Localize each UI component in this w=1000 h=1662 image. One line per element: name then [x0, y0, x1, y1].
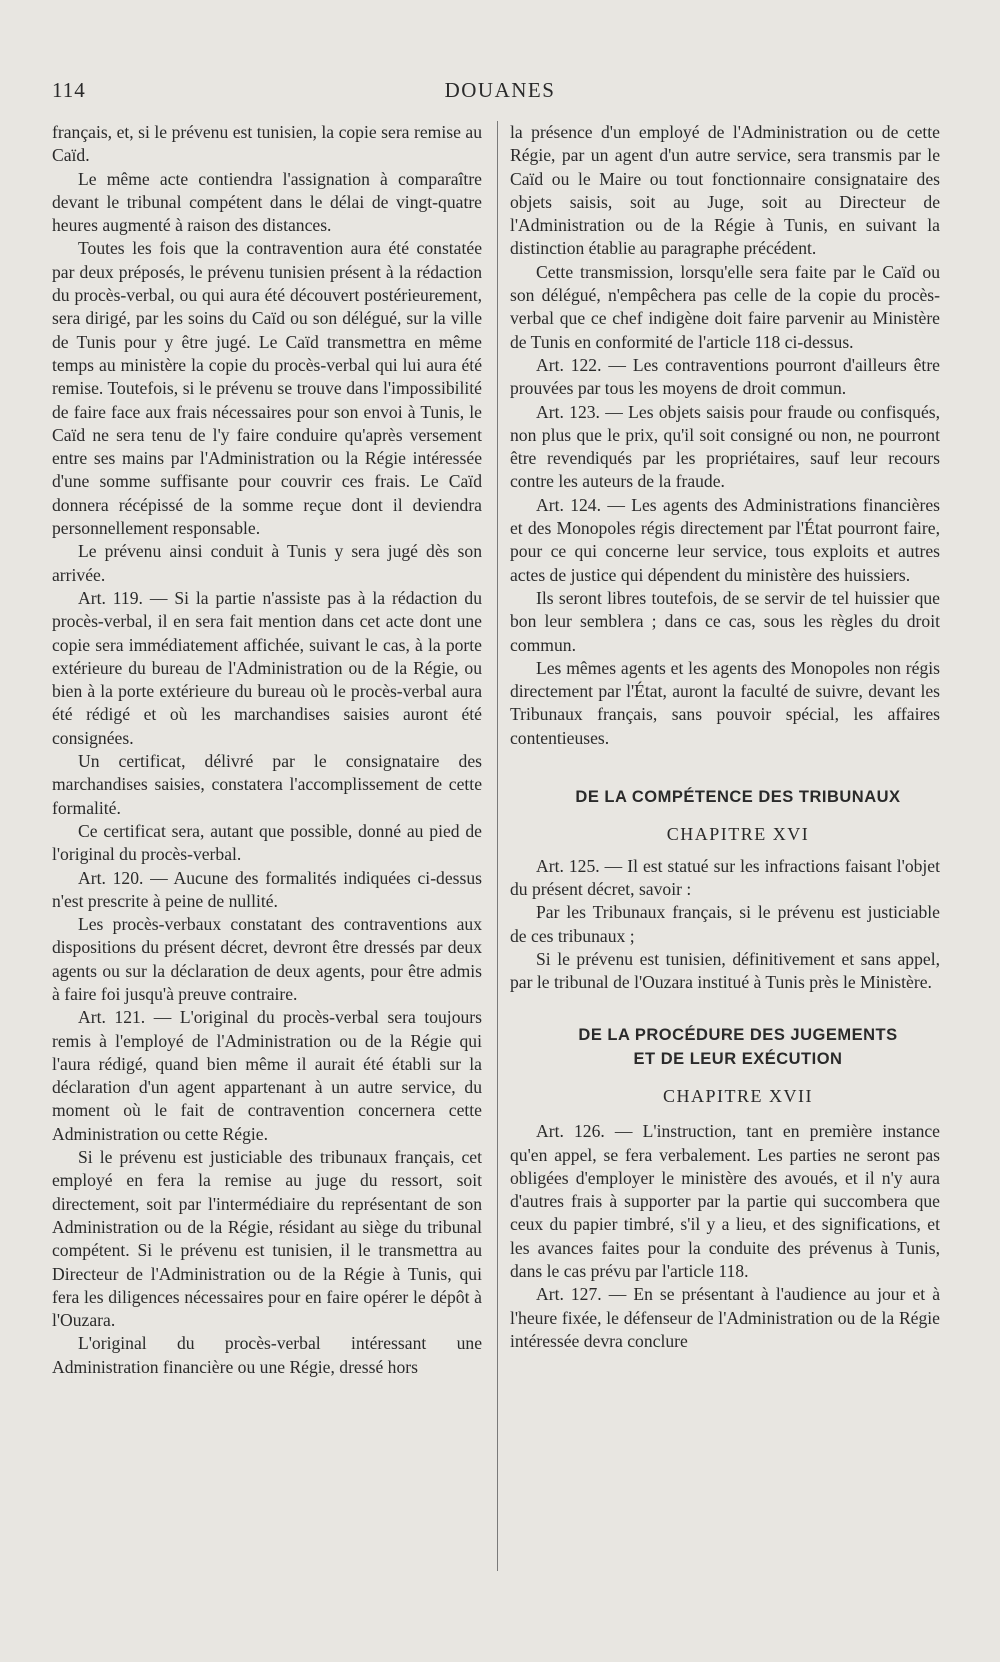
paragraph: Les mêmes agents et les agents des Monopoles non régis directement par l'État, auront la faculté de suivre, devant les Tribunaux français, sans pouvoir spécial, les affaires contentieuses. [510, 657, 940, 748]
column-divider [497, 121, 498, 1571]
paragraph: Le prévenu ainsi conduit à Tunis y sera jugé dès son arrivée. [52, 541, 482, 585]
paragraph: Si le prévenu est tunisien, définitivement et sans appel, par le tribunal de l'Ouzara institué à Tunis près le Ministère. [510, 948, 940, 993]
article-123: Art. 123. — Les objets saisis pour fraude ou confisqués, non plus que le prix, qu'il soit consigné ou non, ne pourront être revendiqués par les propriétaires, sauf leur recours contre les auteurs de la fraude. [510, 401, 940, 492]
article-126: Art. 126. — L'instruction, tant en première instance qu'en appel, se fera verbalement. Les parties ne seront pas obligées d'employer le ministère des avoués, et il n'y aura d'autres frais à supporter par la partie qui succombera que ceux du papier timbré, s'il y a lieu, et des significations, et les avances faites pour la conduite des prévenus à Tunis, dans le cas prévu par l'article 118. [510, 1121, 940, 1282]
left-column [52, 121, 482, 1379]
paragraph: Par les Tribunaux français, si le prévenu est justiciable de ces tribunaux ; [510, 902, 940, 946]
chapter-heading: CHAPITRE XVII [663, 1085, 813, 1106]
paragraph: Les procès-verbaux constatant des contraventions aux dispositions du présent décret, devront être dressés par deux agents ou sur la déclaration de deux agents, pour être admis à faire foi jusqu'à preuve contraire. [52, 914, 482, 1004]
paragraph: Cette transmission, lorsqu'elle sera faite par le Caïd ou son délégué, n'empêchera pas celle de la copie du procès-verbal que ce chef indigène doit faire parvenir au Ministère de Tunis en conformité de l'article 118 ci-dessus. [510, 261, 940, 352]
paragraph: Le même acte contiendra l'assignation à comparaître devant le tribunal compétent dans le délai de vingt-quatre heures augmenté à raison des distances. [52, 168, 482, 236]
paragraph: Si le prévenu est justiciable des tribunaux français, cet employé en fera la remise au juge du ressort, soit directement, soit par l'intermédiaire du représentant de son Administration ou de la Régie, résidant au siège du tribunal compétent. Si le prévenu est tunisien, il le transmettra au Directeur de l'Administration ou de la Régie à Tunis, qui fera les diligences nécessaires pour en faire opérer le dépôt à l'Ouzara. [52, 1147, 482, 1331]
page-number: 114 [52, 78, 86, 102]
article-122: Art. 122. — Les contraventions pourront d'ailleurs être prouvées par tous les moyens de droit commun. [510, 354, 940, 399]
right-column [510, 121, 940, 1353]
article-120: Art. 120. — Aucune des formalités indiquées ci-dessus n'est prescrite à peine de nullité. [52, 867, 482, 911]
chapter-heading: CHAPITRE XVI [666, 824, 810, 845]
section-heading: ET DE LEUR EXÉCUTION [633, 1049, 843, 1068]
paragraph: la présence d'un employé de l'Administration ou de cette Régie, par un agent d'un autre service, sera transmis par le Caïd ou le Maire ou tout fonctionnaire consignataire des objets saisis, soit au Juge, soit au Directeur de l'Administration ou de la Régie à Tunis, en suivant la distinction établie au paragraphe précédent. [510, 122, 940, 259]
section-heading: DE LA COMPÉTENCE DES TRIBUNAUX [575, 788, 901, 807]
paragraph: Ce certificat sera, autant que possible, donné au pied de l'original du procès-verbal. [52, 820, 482, 865]
paragraph: français, et, si le prévenu est tunisien, la copie sera remise au Caïd. [52, 122, 482, 166]
paragraph: L'original du procès-verbal intéressant une Administration financière ou une Régie, dressé hors [52, 1333, 482, 1377]
page-header [52, 78, 948, 106]
section-heading: DE LA PROCÉDURE DES JUGEMENTS [578, 1026, 898, 1045]
paragraph: Un certificat, délivré par le consignataire des marchandises saisies, constatera l'accomplissement de cette formalité. [52, 751, 482, 818]
running-title: DOUANES [444, 78, 556, 102]
article-125: Art. 125. — Il est statué sur les infractions faisant l'objet du présent décret, savoir : [510, 855, 940, 899]
paragraph: Toutes les fois que la contravention aura été constatée par deux préposés, le prévenu tunisien présent à la rédaction du procès-verbal, ou qui aura été découvert postérieurement, sera dirigé, par les soins du Caïd ou son délégué, sur la ville de Tunis pour y être jugé. Le Caïd transmettra en même temps au ministère la copie du procès-verbal qui lui aura été remise. Toutefois, si le prévenu se trouve dans l'impossibilité de faire face aux frais nécessaires pour son envoi à Tunis, le Caïd ne sera tenu de l'y faire conduire qu'après versement entre ses mains par l'Administration ou la Régie intéressée d'une somme suffisante pour couvrir ces frais. Le Caïd donnera récépissé de la somme reçue dont il deviendra personnellement responsable. [52, 238, 482, 539]
paragraph: Ils seront libres toutefois, de se servir de tel huissier que bon leur semblera ; dans ce cas, sous les règles du droit commun. [510, 587, 940, 655]
article-119: Art. 119. — Si la partie n'assiste pas à la rédaction du procès-verbal, il en sera fait mention dans cet acte dont une copie sera immédiatement affichée, suivant le cas, à la porte extérieure du bureau de l'Administration ou de la Régie, ou bien à la porte extérieure du bureau où le procès-verbal aura été rédigé et où les marchandises saisies auront été consignées. [52, 587, 482, 748]
article-121: Art. 121. — L'original du procès-verbal sera toujours remis à l'employé de l'Administration ou de la Régie qui l'aura rédigé, quand bien même il aurait été établi sur la déclaration d'un agent appartenant à un autre service, du moment où le fait de contravention concernera cette Administration ou cette Régie. [52, 1007, 482, 1144]
article-124: Art. 124. — Les agents des Administrations financières et des Monopoles régis directement par l'État pourront faire, pour ce qui concerne leur service, tous exploits et autres actes de justice qui dépendent du ministère des huissiers. [510, 494, 940, 585]
article-127: Art. 127. — En se présentant à l'audience au jour et à l'heure fixée, le défenseur de l'Administration ou de la Régie intéressée devra conclure [510, 1284, 940, 1351]
